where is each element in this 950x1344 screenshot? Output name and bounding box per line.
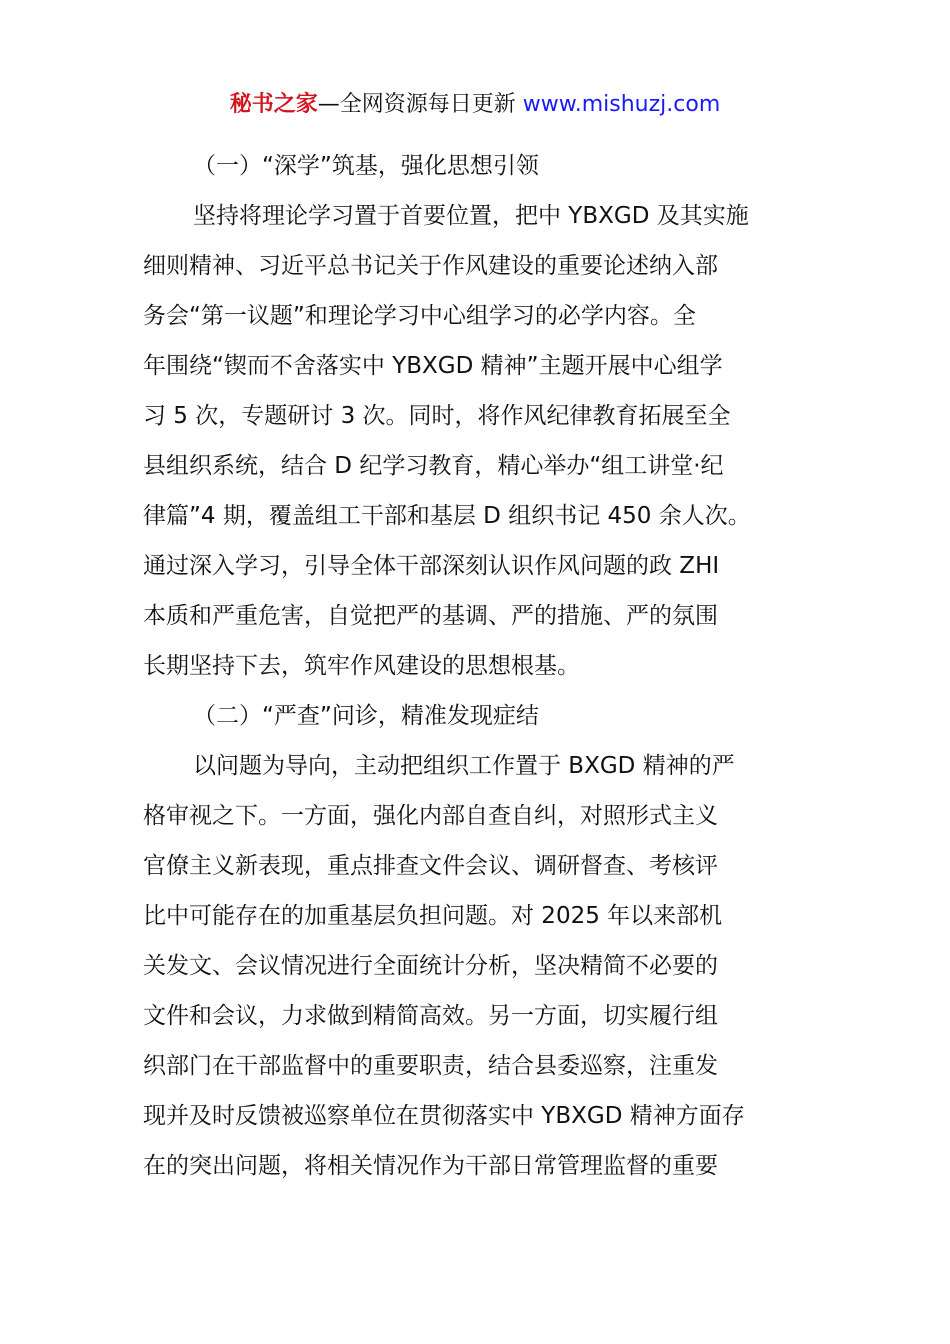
paragraph-line: 本质和严重危害，自觉把严的基调、严的措施、严的氛围 [143, 603, 718, 629]
paragraph-line: 关发文、会议情况进行全面统计分析，坚决精简不必要的 [143, 953, 718, 979]
paragraph-line: 官僚主义新表现，重点排查文件会议、调研督查、考核评 [143, 853, 718, 879]
paragraph-line: 织部门在干部监督中的重要职责，结合县委巡察，注重发 [143, 1053, 718, 1079]
page-header [0, 88, 950, 122]
paragraph-line: 年围绕“锲而不舍落实中 YBXGD 精神”主题开展中心组学 [143, 353, 723, 379]
paragraph-line: 格审视之下。一方面，强化内部自查自纠，对照形式主义 [143, 803, 718, 829]
site-link[interactable]: www.mishuzj.com [522, 92, 721, 117]
paragraph-line: 县组织系统，结合 D 纪学习教育，精心举办“组工讲堂·纪 [143, 453, 724, 479]
paragraph-line: 以问题为导向，主动把组织工作置于 BXGD 精神的严 [193, 753, 735, 779]
paragraph-line: 长期坚持下去，筑牢作风建设的思想根基。 [143, 653, 580, 679]
paragraph-line: 在的突出问题，将相关情况作为干部日常管理监督的重要 [143, 1153, 718, 1179]
header-tagline: —全网资源每日更新 [317, 92, 516, 117]
paragraph-line: 比中可能存在的加重基层负担问题。对 2025 年以来部机 [143, 903, 723, 929]
brand-name: 秘书之家 [229, 92, 318, 117]
paragraph-line: 现并及时反馈被巡察单位在贯彻落实中 YBXGD 精神方面存 [143, 1103, 745, 1129]
paragraph-line: 务会“第一议题”和理论学习中心组学习的必学内容。全 [143, 303, 696, 329]
paragraph-line: 律篇”4 期，覆盖组工干部和基层 D 组织书记 450 余人次。 [143, 503, 751, 529]
paragraph-line: 细则精神、习近平总书记关于作风建设的重要论述纳入部 [143, 253, 718, 279]
paragraph-line: 文件和会议，力求做到精简高效。另一方面，切实履行组 [143, 1003, 718, 1029]
paragraph-line: 坚持将理论学习置于首要位置，把中 YBXGD 及其实施 [193, 203, 749, 229]
document-body [143, 146, 813, 1196]
section-heading: （二）“严查”问诊，精准发现症结 [193, 703, 539, 729]
paragraph-line: 通过深入学习，引导全体干部深刻认识作风问题的政 ZHI [143, 553, 720, 579]
paragraph-line: 习 5 次，专题研讨 3 次。同时，将作风纪律教育拓展至全 [143, 403, 731, 429]
section-heading: （一）“深学”筑基，强化思想引领 [193, 153, 539, 179]
